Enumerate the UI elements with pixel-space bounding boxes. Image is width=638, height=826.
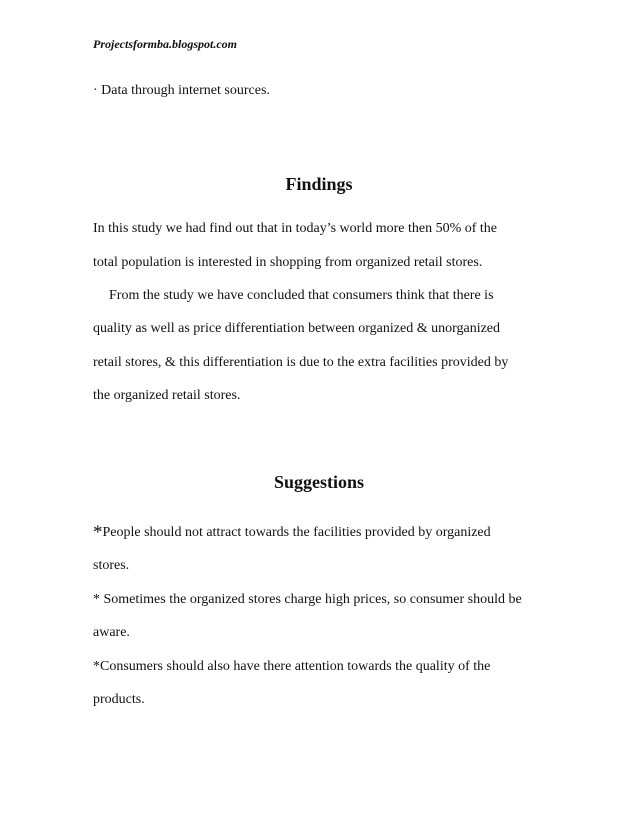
suggestions-line-1-text: People should not attract towards the facilities provided by organized [102, 525, 491, 540]
suggestions-heading: Suggestions [273, 472, 365, 492]
findings-heading: Findings [285, 174, 353, 194]
suggestions-line-2: stores. [93, 558, 130, 573]
intro-bullet-line: · Data through internet sources. [93, 83, 270, 98]
findings-line-5: retail stores, & this differentiation is due to the extra facilities provided by [93, 355, 509, 370]
suggestions-line-6: products. [93, 692, 145, 707]
suggestions-line-5: *Consumers should also have there attention towards the quality of the [93, 659, 491, 674]
suggestions-line-4: aware. [93, 625, 130, 640]
suggestions-line-1 [93, 522, 491, 544]
findings-line-6: the organized retail stores. [93, 388, 241, 403]
page-header: Projectsformba.blogspot.com [93, 37, 237, 51]
suggestion-star: * [93, 522, 103, 543]
findings-line-4: quality as well as price differentiation between organized & unorganized [93, 321, 501, 336]
findings-line-1: In this study we had find out that in today’s world more then 50% of the [93, 221, 497, 236]
findings-line-2: total population is interested in shopping from organized retail stores. [93, 255, 483, 270]
suggestions-line-3: * Sometimes the organized stores charge high prices, so consumer should be [93, 592, 522, 607]
findings-line-3: From the study we have concluded that consumers think that there is [109, 288, 494, 303]
